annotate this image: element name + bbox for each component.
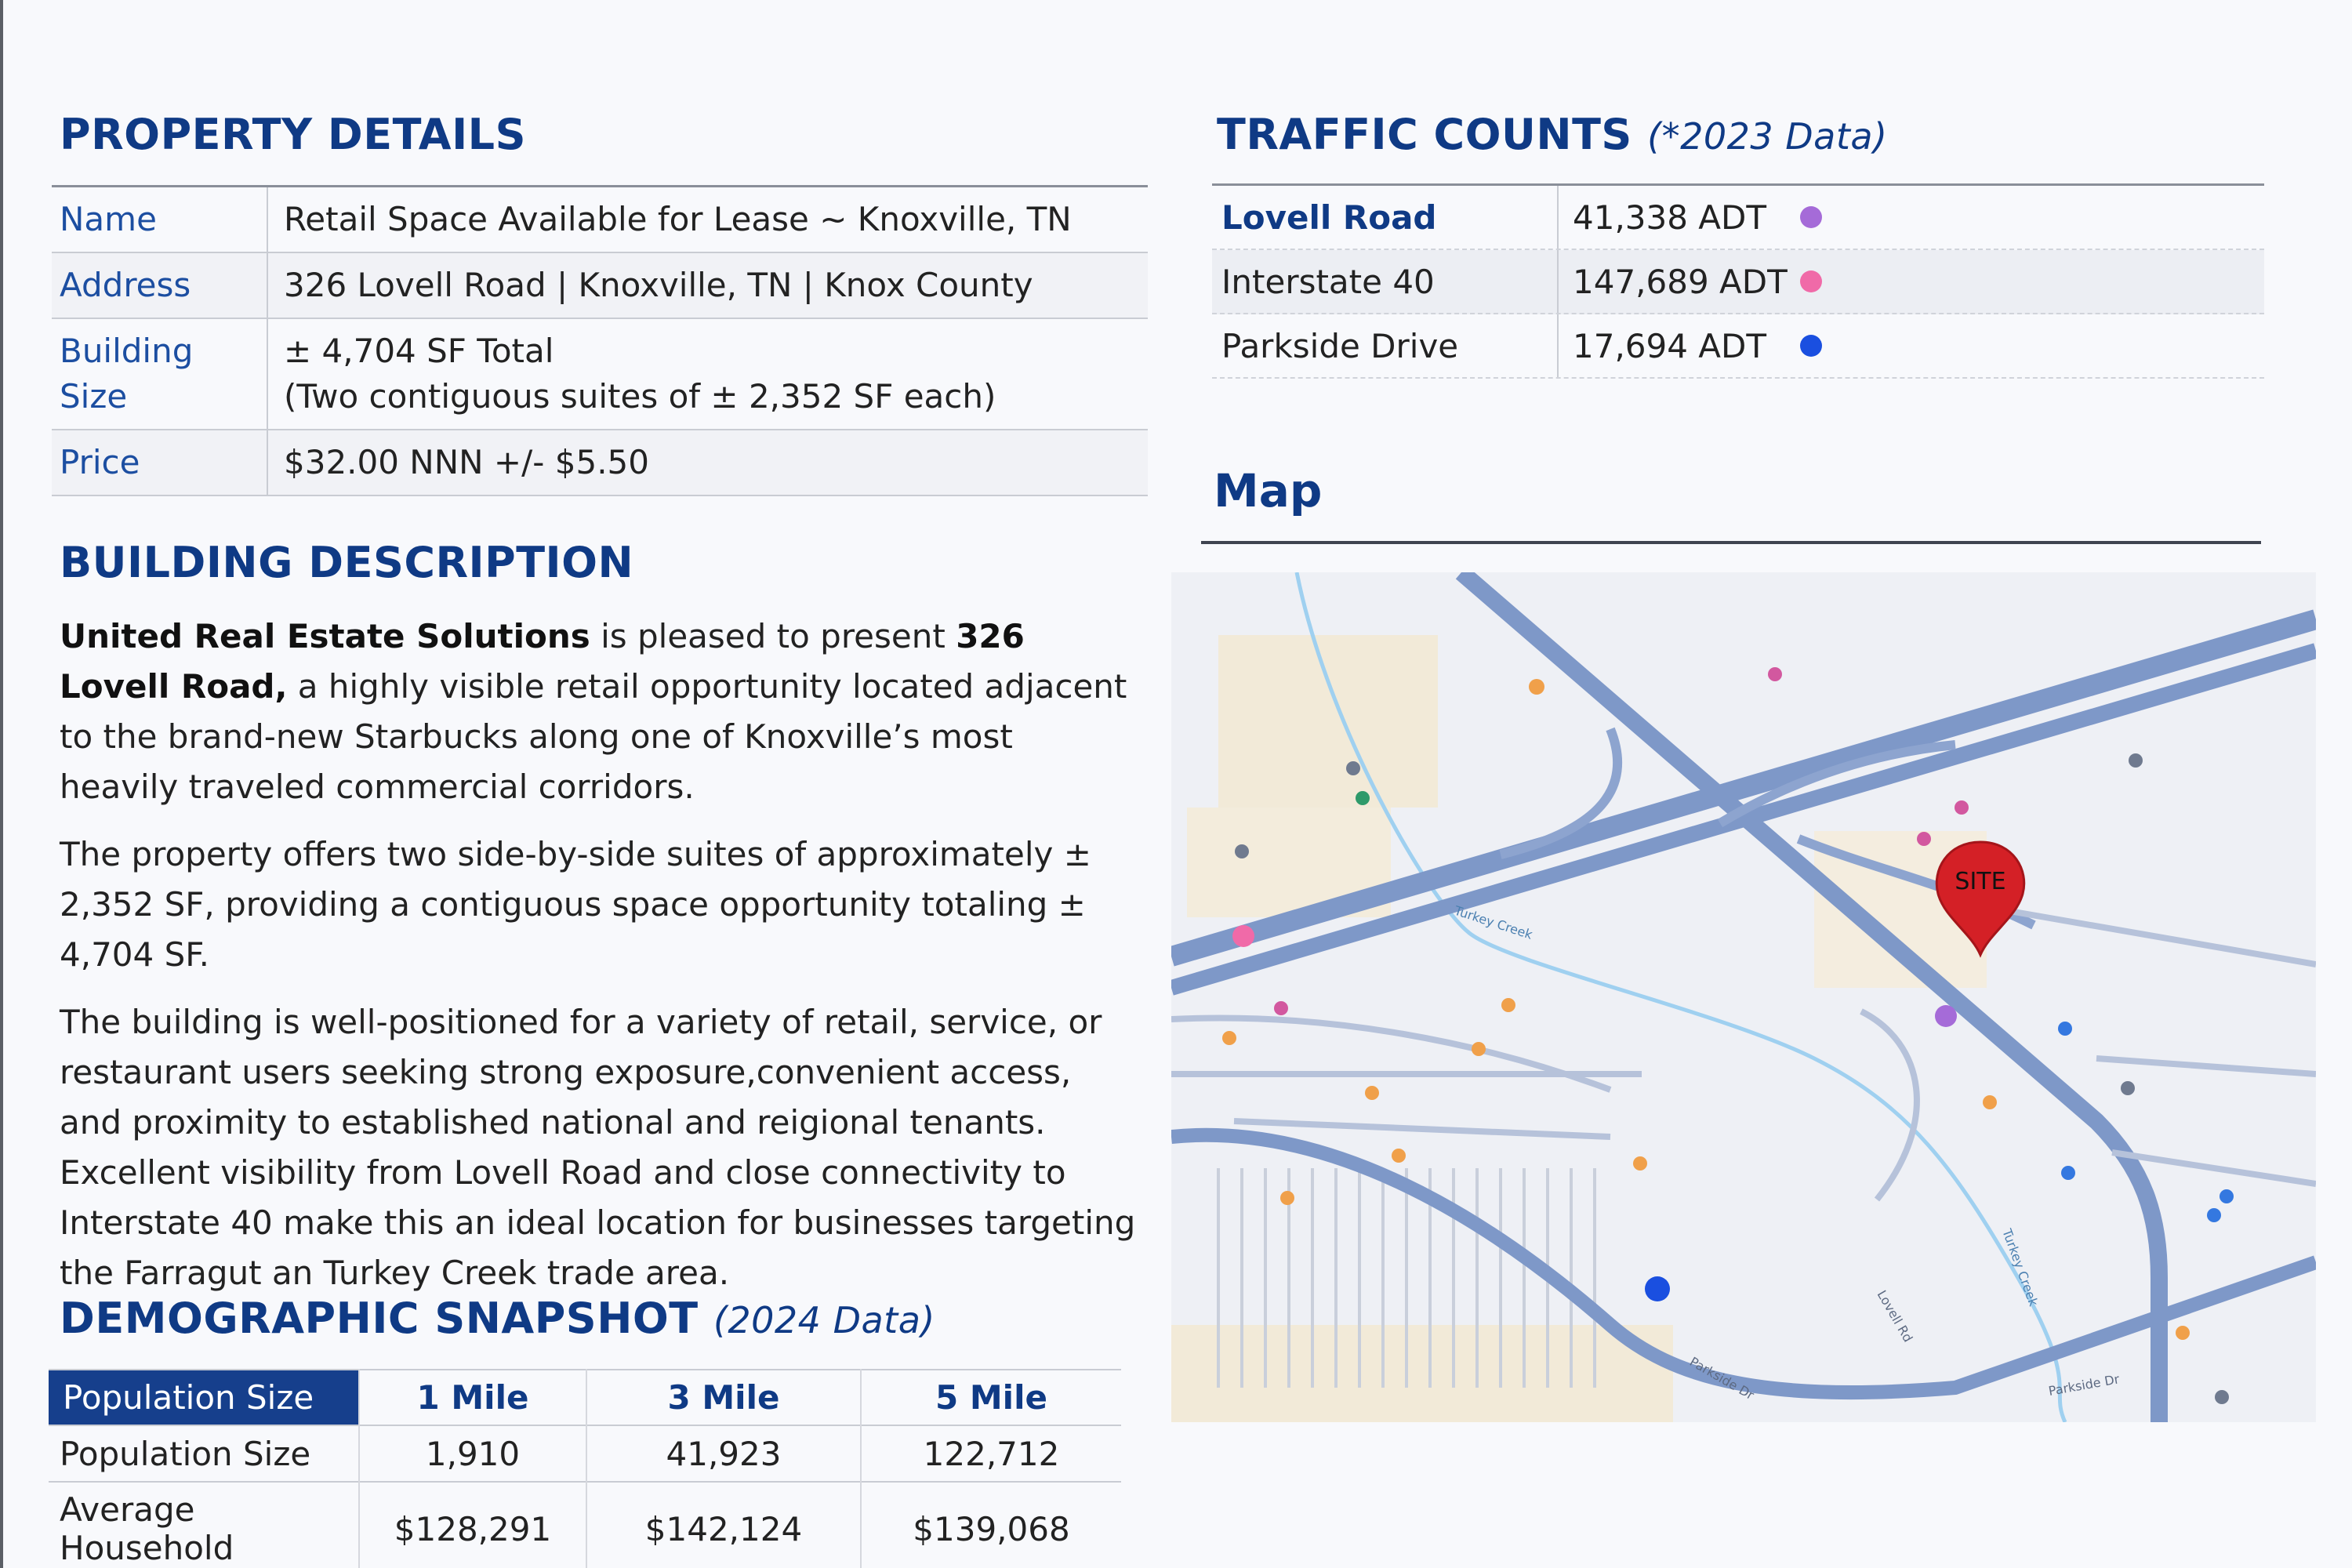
building-size-value bbox=[268, 319, 1148, 429]
site-map[interactable] bbox=[1171, 572, 2316, 1422]
demographic-note: (2024 Data) bbox=[713, 1299, 935, 1341]
road-name: Parkside Drive bbox=[1212, 314, 1559, 377]
map-parcel bbox=[1218, 635, 1438, 808]
traffic-count: 41,338 ADT bbox=[1573, 198, 1767, 237]
building-size-label: Building Size bbox=[52, 319, 268, 429]
address-label: Address bbox=[52, 253, 268, 318]
property-details-table bbox=[52, 185, 1148, 496]
legend-dot-pink bbox=[1800, 270, 1822, 292]
description-text: a highly visible retail opportunity located adjacent to the brand-new Starbucks along one of Knoxville’s most heavily traveled commercial corridors. bbox=[60, 667, 1127, 806]
divider bbox=[1201, 541, 2261, 544]
lovell-road-count-marker bbox=[1935, 1005, 1957, 1027]
building-description-body bbox=[60, 612, 1142, 1316]
street-label: Parkside Dr bbox=[1687, 1354, 1757, 1403]
building-size-note: (Two contiguous suites of ± 2,352 SF each) bbox=[284, 377, 996, 416]
table-row bbox=[49, 1425, 1121, 1482]
table-cell: 122,712 bbox=[861, 1425, 1121, 1482]
traffic-title: TRAFFIC COUNTS bbox=[1217, 110, 1632, 159]
table-row bbox=[1212, 250, 2264, 314]
property-address: 326 Lovell Road, bbox=[60, 617, 1025, 706]
row-label: Population Size bbox=[49, 1425, 359, 1482]
description-paragraph-3: The building is well-positioned for a variety of retail, service, or restaurant users seeking strong exposure,convenient access, and proximity to established national and reigional tenants. Excellent visibility from Lovell Road and close connectivity to Interstate 40 make this an ideal location for businesses targeting the Farragut an Turkey Creek trade area. bbox=[60, 1003, 1136, 1292]
table-row bbox=[1212, 186, 2264, 250]
traffic-count: 147,689 ADT bbox=[1573, 262, 1788, 301]
table-row bbox=[52, 430, 1148, 496]
demographic-table bbox=[49, 1369, 1121, 1568]
road-name: Lovell Road bbox=[1212, 186, 1559, 249]
map-heading: Map bbox=[1214, 464, 1323, 517]
price-value: $32.00 NNN +/- $5.50 bbox=[284, 443, 649, 481]
table-row bbox=[52, 253, 1148, 319]
traffic-heading bbox=[1217, 110, 1888, 159]
road-name: Interstate 40 bbox=[1212, 250, 1559, 313]
table-row bbox=[1212, 314, 2264, 379]
site-label: SITE bbox=[1955, 868, 2006, 895]
traffic-table bbox=[1212, 183, 2264, 379]
interstate-40-count-marker bbox=[1232, 925, 1254, 947]
building-description-heading: BUILDING DESCRIPTION bbox=[60, 538, 634, 587]
table-row bbox=[49, 1482, 1121, 1568]
price-label: Price bbox=[52, 430, 268, 495]
table-cell: $128,291 bbox=[359, 1482, 586, 1568]
traffic-count: 17,694 ADT bbox=[1573, 326, 1767, 365]
column-header: 1 Mile bbox=[359, 1370, 586, 1425]
company-name: United Real Estate Solutions bbox=[60, 617, 590, 655]
table-cell: 41,923 bbox=[586, 1425, 861, 1482]
legend-dot-blue bbox=[1800, 335, 1822, 357]
street-label: Turkey Creek bbox=[1452, 902, 1535, 942]
table-cell: 1,910 bbox=[359, 1425, 586, 1482]
address-value: 326 Lovell Road | Knoxville, TN | Knox County bbox=[284, 266, 1033, 304]
map-parcel bbox=[1171, 1325, 1673, 1422]
parkside-drive-count-marker bbox=[1645, 1276, 1670, 1301]
table-cell: $142,124 bbox=[586, 1482, 861, 1568]
name-label: Name bbox=[52, 187, 268, 252]
column-header: 5 Mile bbox=[861, 1370, 1121, 1425]
description-paragraph-1 bbox=[60, 612, 1142, 812]
description-text: is pleased to present bbox=[590, 617, 956, 655]
row-label: Average Household bbox=[49, 1482, 359, 1568]
demographic-heading bbox=[60, 1294, 935, 1343]
table-row bbox=[52, 319, 1148, 430]
column-header: Population Size bbox=[49, 1370, 359, 1425]
table-row bbox=[52, 187, 1148, 253]
description-paragraph-2: The property offers two side-by-side suites of approximately ± 2,352 SF, providing a contiguous space opportunity totaling ± 4,704 SF. bbox=[60, 835, 1091, 974]
property-details-heading: PROPERTY DETAILS bbox=[60, 110, 526, 159]
map-svg bbox=[1171, 572, 2316, 1422]
demographic-title: DEMOGRAPHIC SNAPSHOT bbox=[60, 1294, 699, 1343]
building-size-total: ± 4,704 SF Total bbox=[284, 332, 554, 370]
table-cell: $139,068 bbox=[861, 1482, 1121, 1568]
name-value: Retail Space Available for Lease ~ Knoxville, TN bbox=[284, 200, 1072, 238]
street-label: Lovell Rd bbox=[1874, 1287, 1916, 1345]
legend-dot-purple bbox=[1800, 206, 1822, 228]
table-header-row bbox=[49, 1370, 1121, 1425]
street-label: Turkey Creek bbox=[1999, 1226, 2042, 1308]
traffic-note: (*2023 Data) bbox=[1647, 115, 1888, 158]
street-label: Parkside Dr bbox=[2047, 1371, 2121, 1399]
column-header: 3 Mile bbox=[586, 1370, 861, 1425]
